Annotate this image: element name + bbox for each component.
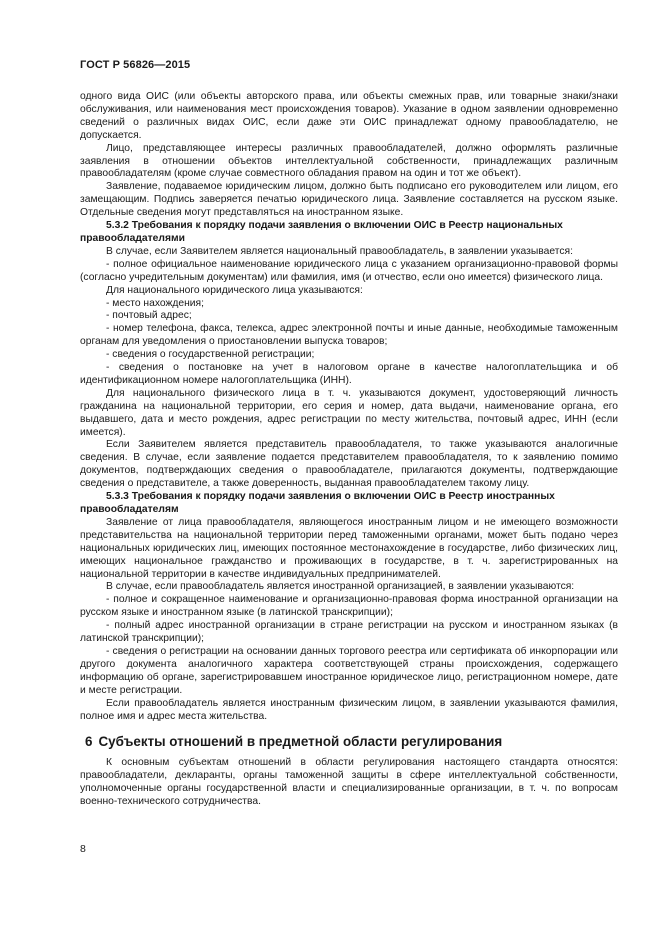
paragraph: В случае, если правообладатель является иностранной организацией, в заявлении указываются: bbox=[106, 581, 575, 593]
paragraph: К основным субъектам отношений в области регулирования настоящего стандарта относятся: правообладатели, декларанты, органы таможенной защиты в сфере интеллектуальной собственности, уполномоченные органы государственной власти и специализированные организации, в т. ч. по вопросам военно-технического сотрудничества. bbox=[80, 757, 618, 808]
section-heading bbox=[80, 734, 618, 750]
paragraph: - полное и сокращенное наименование и организационно-правовая форма иностранной организации на русском языке и иностранном языке (в латинской транскрипции); bbox=[80, 594, 618, 619]
paragraph: Если правообладатель является иностранным физическим лицом, в заявлении указываются фамилия, полное имя и адрес места жительства. bbox=[80, 697, 618, 722]
paragraph: - почтовый адрес; bbox=[106, 310, 192, 322]
paragraph: - сведения о регистрации на основании данных торгового реестра или сертификата об инкорпорации или другого документа аналогичного характера соответствующей страны происхождения, содержащего информацию об органе, зарегистрировавшем иностранное юридическое лицо, регистрационном номере, дате и месте регистрации. bbox=[80, 645, 618, 696]
paragraph: одного вида ОИС (или объекты авторского права, или объекты смежных прав, или товарные знаки/знаки обслуживания, или наименования мест происхождения товаров). Указание в одном заявлении одновременно сведений о различных видах ОИС, если даже эти ОИС принадлежат одному правообладателю, не допускается. bbox=[80, 91, 618, 141]
document-header: ГОСТ Р 56826—2015 bbox=[80, 59, 191, 71]
document-body bbox=[80, 91, 618, 809]
paragraph: Заявление, подаваемое юридическим лицом, должно быть подписано его руководителем или лицом, его замещающим. Подпись заверяется печатью юридического лица. Заявление составляется на русском языке. Отдельные сведения могут представляться на иностранном языке. bbox=[80, 181, 618, 219]
paragraph: - сведения о постановке на учет в налоговом органе в качестве налогоплательщика и об идентификационном номере налогоплательщика (ИНН). bbox=[80, 362, 618, 386]
paragraph: - сведения о государственной регистрации; bbox=[106, 349, 315, 361]
paragraph: Если Заявителем является представитель правообладателя, то также указываются аналогичные сведения. В случае, если заявление подается представителем правообладателя, то к заявлению помимо документов, подтверждающих сведения о правообладателе, прилагаются документы, подтверждающие сведения о представителе, а также доверенность, выданная правообладателем такому лицу. bbox=[80, 439, 618, 490]
paragraph: - полное официальное наименование юридического лица с указанием организационно-правовой формы (согласно учредительным документам) или фамилия, имя (и отчество, если оно имеется) физического лица. bbox=[80, 258, 618, 283]
paragraph: - полный адрес иностранной организации в стране регистрации на русском и иностранном языках (в латинской транскрипции); bbox=[80, 620, 618, 645]
paragraph: Для национального физического лица в т. ч. указываются документ, удостоверяющий личность гражданина на национальной территории, его серия и номер, дата выдачи, наименование органа, его выдавшего, дата и место рождения, адрес регистрации по месту жительства, почтовый адрес, ИНН (если имеется). bbox=[80, 387, 618, 438]
paragraph: Для национального юридического лица указываются: bbox=[106, 284, 363, 296]
subsection-heading: 5.3.2 Требования к порядку подачи заявления о включении ОИС в Реестр национальных правообладателями bbox=[80, 220, 563, 244]
paragraph: - место нахождения; bbox=[106, 297, 204, 309]
section-number: 6 bbox=[85, 734, 93, 750]
page-number: 8 bbox=[80, 843, 86, 855]
paragraph: В случае, если Заявителем является национальный правообладатель, в заявлении указывается: bbox=[106, 245, 573, 257]
paragraph: - номер телефона, факса, телекса, адрес электронной почты и иные данные, необходимые таможенным органам для уведомления о приостановлении выпуска товаров; bbox=[80, 323, 618, 348]
paragraph: Лицо, представляющее интересы различных правообладателей, должно оформлять различные заявления в отношении объектов интеллектуальной собственности, принадлежащих различным правообладателям (кроме случае совместного обладания правом на один и тот же объект). bbox=[80, 142, 618, 180]
subsection-heading: 5.3.3 Требования к порядку подачи заявления о включении ОИС в Реестр иностранных правообладателям bbox=[80, 491, 555, 515]
paragraph: Заявление от лица правообладателя, являющегося иностранным лицом и не имеющего возможности представительства на национальной территории перед таможенными органами, может быть подано через национальных юридических лиц, имеющих постоянное местонахождение в государстве, либо физических лиц, имеющих национальное гражданство и проживающих в государстве, в т. ч. зарегистрированных на национальной территории в качестве индивидуальных предпринимателей. bbox=[80, 516, 618, 580]
section-title: Субъекты отношений в предметной области регулирования bbox=[98, 734, 503, 750]
